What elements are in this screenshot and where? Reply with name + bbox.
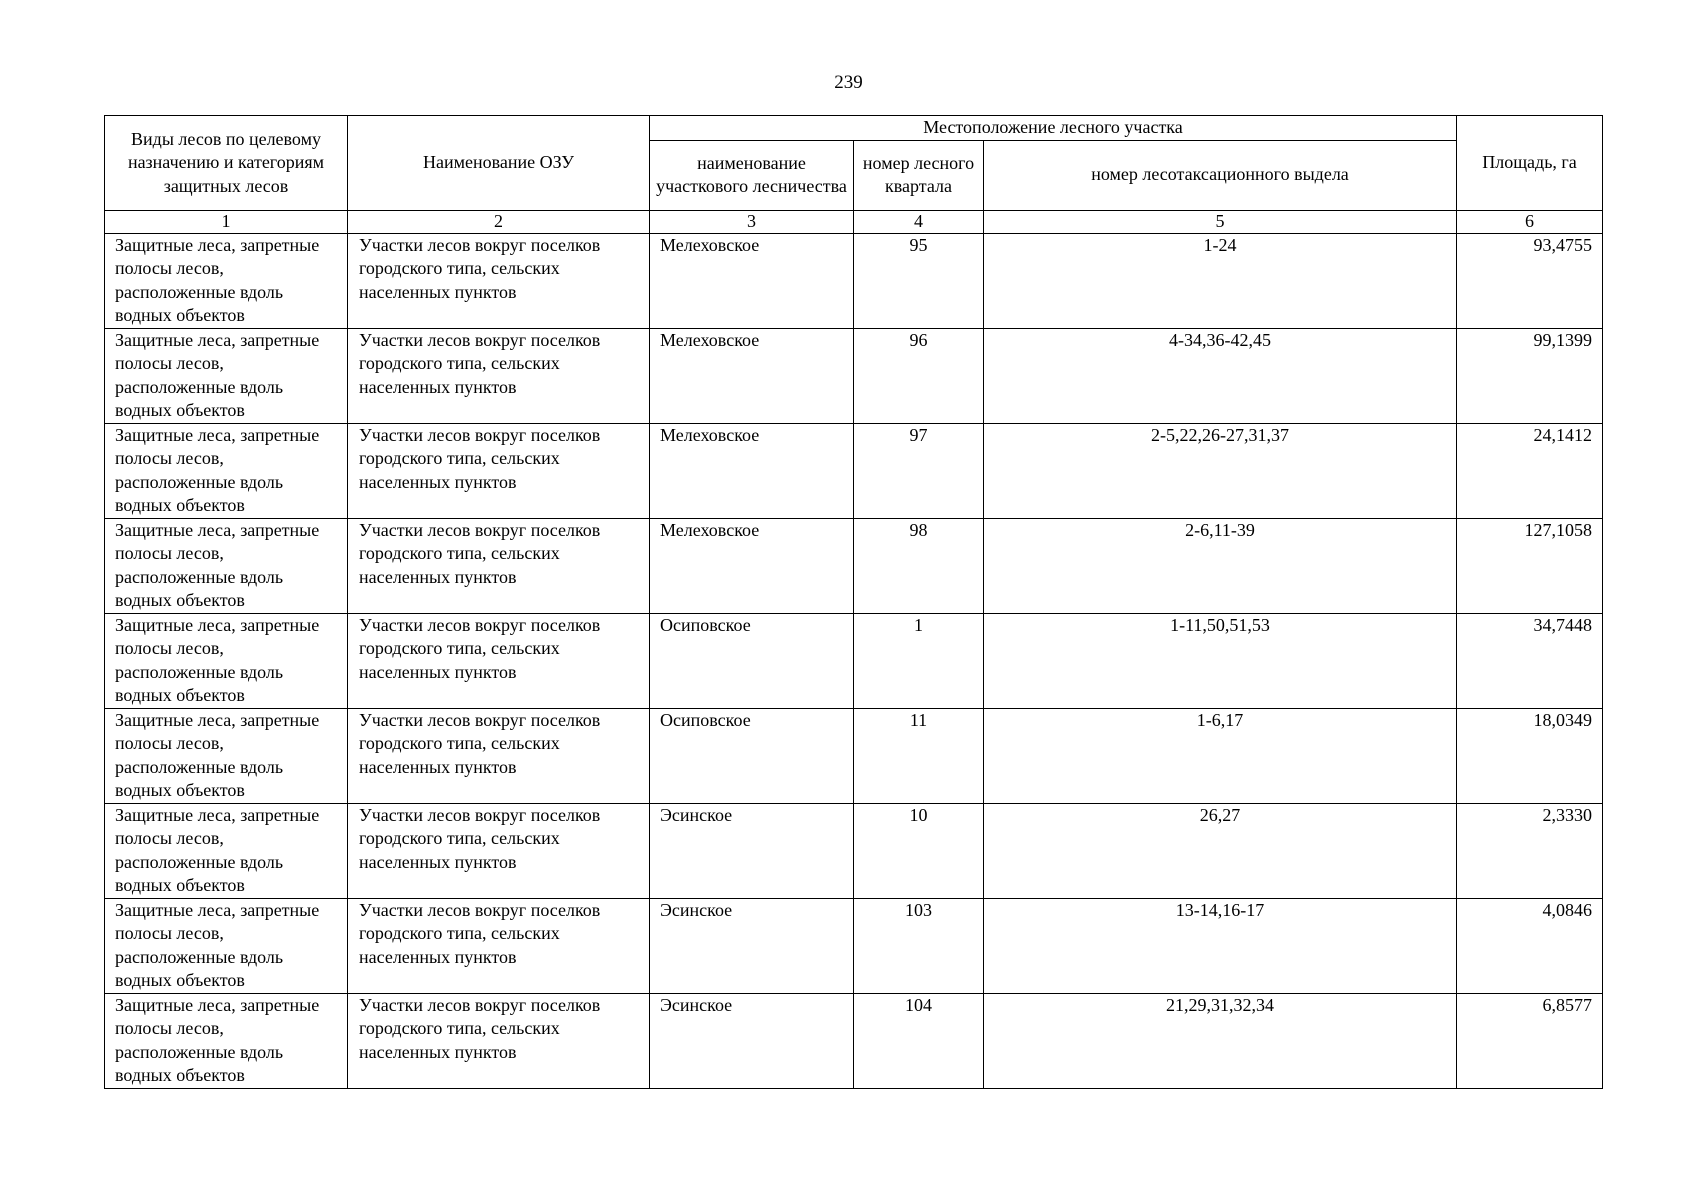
header-ozu-name: Наименование ОЗУ xyxy=(348,116,650,211)
cell-forestry: Мелеховское xyxy=(650,328,854,423)
table-header xyxy=(105,116,1603,234)
table-row xyxy=(105,613,1603,708)
cell-area: 127,1058 xyxy=(1457,518,1603,613)
header-plot: номер лесотаксационного выдела xyxy=(984,140,1457,210)
cell-forestry: Осиповское xyxy=(650,613,854,708)
cell-forest-type: Защитные леса, запретные полосы лесов, расположенные вдоль водных объектов xyxy=(105,993,348,1088)
cell-area: 93,4755 xyxy=(1457,233,1603,328)
cell-area: 34,7448 xyxy=(1457,613,1603,708)
cell-forest-type: Защитные леса, запретные полосы лесов, расположенные вдоль водных объектов xyxy=(105,898,348,993)
column-number: 2 xyxy=(348,210,650,233)
cell-quarter: 1 xyxy=(854,613,984,708)
cell-forest-type: Защитные леса, запретные полосы лесов, расположенные вдоль водных объектов xyxy=(105,708,348,803)
cell-ozu-name: Участки лесов вокруг поселков городского типа, сельских населенных пунктов xyxy=(348,708,650,803)
table-row xyxy=(105,518,1603,613)
cell-plot: 1-24 xyxy=(984,233,1457,328)
cell-forest-type: Защитные леса, запретные полосы лесов, расположенные вдоль водных объектов xyxy=(105,233,348,328)
column-number-row xyxy=(105,210,1603,233)
cell-plot: 2-6,11-39 xyxy=(984,518,1457,613)
cell-area: 24,1412 xyxy=(1457,423,1603,518)
cell-ozu-name: Участки лесов вокруг поселков городского типа, сельских населенных пунктов xyxy=(348,613,650,708)
cell-area: 99,1399 xyxy=(1457,328,1603,423)
cell-quarter: 10 xyxy=(854,803,984,898)
cell-quarter: 96 xyxy=(854,328,984,423)
cell-area: 2,3330 xyxy=(1457,803,1603,898)
cell-forestry: Эсинское xyxy=(650,898,854,993)
table-row xyxy=(105,993,1603,1088)
column-number: 1 xyxy=(105,210,348,233)
cell-quarter: 103 xyxy=(854,898,984,993)
cell-quarter: 98 xyxy=(854,518,984,613)
cell-forest-type: Защитные леса, запретные полосы лесов, расположенные вдоль водных объектов xyxy=(105,803,348,898)
cell-ozu-name: Участки лесов вокруг поселков городского типа, сельских населенных пунктов xyxy=(348,898,650,993)
cell-forest-type: Защитные леса, запретные полосы лесов, расположенные вдоль водных объектов xyxy=(105,518,348,613)
cell-plot: 2-5,22,26-27,31,37 xyxy=(984,423,1457,518)
column-number: 6 xyxy=(1457,210,1603,233)
table-row xyxy=(105,423,1603,518)
cell-plot: 26,27 xyxy=(984,803,1457,898)
header-location-group: Местоположение лесного участка xyxy=(650,116,1457,141)
cell-quarter: 11 xyxy=(854,708,984,803)
table-row xyxy=(105,803,1603,898)
cell-plot: 1-11,50,51,53 xyxy=(984,613,1457,708)
cell-forestry: Эсинское xyxy=(650,993,854,1088)
cell-forest-type: Защитные леса, запретные полосы лесов, расположенные вдоль водных объектов xyxy=(105,328,348,423)
cell-ozu-name: Участки лесов вокруг поселков городского типа, сельских населенных пунктов xyxy=(348,803,650,898)
table-row xyxy=(105,233,1603,328)
table-body xyxy=(105,233,1603,1088)
cell-area: 6,8577 xyxy=(1457,993,1603,1088)
cell-ozu-name: Участки лесов вокруг поселков городского типа, сельских населенных пунктов xyxy=(348,423,650,518)
header-area: Площадь, га xyxy=(1457,116,1603,211)
forest-plots-table xyxy=(104,115,1603,1089)
header-quarter: номер лесного квартала xyxy=(854,140,984,210)
table-row xyxy=(105,898,1603,993)
cell-area: 18,0349 xyxy=(1457,708,1603,803)
cell-ozu-name: Участки лесов вокруг поселков городского типа, сельских населенных пунктов xyxy=(348,518,650,613)
header-forestry: наименование участкового лесничества xyxy=(650,140,854,210)
cell-plot: 21,29,31,32,34 xyxy=(984,993,1457,1088)
cell-quarter: 104 xyxy=(854,993,984,1088)
cell-ozu-name: Участки лесов вокруг поселков городского типа, сельских населенных пунктов xyxy=(348,233,650,328)
cell-forest-type: Защитные леса, запретные полосы лесов, расположенные вдоль водных объектов xyxy=(105,613,348,708)
column-number: 4 xyxy=(854,210,984,233)
cell-forestry: Мелеховское xyxy=(650,233,854,328)
header-forest-type: Виды лесов по целевому назначению и категориям защитных лесов xyxy=(105,116,348,211)
column-number: 3 xyxy=(650,210,854,233)
column-number: 5 xyxy=(984,210,1457,233)
page-number: 239 xyxy=(834,72,863,93)
cell-forest-type: Защитные леса, запретные полосы лесов, расположенные вдоль водных объектов xyxy=(105,423,348,518)
cell-plot: 1-6,17 xyxy=(984,708,1457,803)
table-row xyxy=(105,328,1603,423)
cell-forestry: Мелеховское xyxy=(650,518,854,613)
cell-quarter: 97 xyxy=(854,423,984,518)
cell-plot: 4-34,36-42,45 xyxy=(984,328,1457,423)
cell-ozu-name: Участки лесов вокруг поселков городского типа, сельских населенных пунктов xyxy=(348,993,650,1088)
cell-area: 4,0846 xyxy=(1457,898,1603,993)
cell-forestry: Мелеховское xyxy=(650,423,854,518)
cell-quarter: 95 xyxy=(854,233,984,328)
cell-forestry: Осиповское xyxy=(650,708,854,803)
cell-plot: 13-14,16-17 xyxy=(984,898,1457,993)
cell-forestry: Эсинское xyxy=(650,803,854,898)
table-row xyxy=(105,708,1603,803)
cell-ozu-name: Участки лесов вокруг поселков городского типа, сельских населенных пунктов xyxy=(348,328,650,423)
